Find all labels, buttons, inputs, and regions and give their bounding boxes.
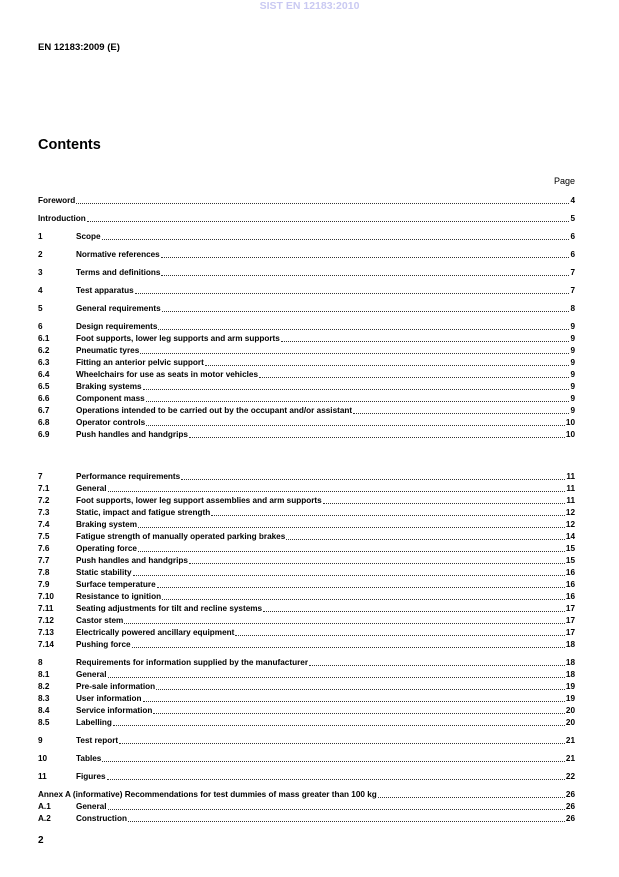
toc-entry-title: Braking systems [76, 382, 142, 391]
toc-entry-page: 9 [570, 406, 575, 415]
toc-entry-page: 18 [565, 670, 575, 679]
toc-entry[interactable] [38, 567, 575, 579]
toc-entry-number: 7.9 [38, 580, 50, 589]
toc-entry-title: General [76, 670, 107, 679]
toc-entry[interactable] [38, 705, 575, 717]
toc-entry-title: Normative references [76, 250, 160, 259]
dot-leader [143, 389, 570, 390]
toc-entry-title: User information [76, 694, 142, 703]
toc-entry-number: 7.6 [38, 544, 50, 553]
toc-entry[interactable] [38, 333, 575, 345]
dot-leader [205, 365, 570, 366]
toc-entry-number: 6.8 [38, 418, 50, 427]
toc-entry-number: 6.1 [38, 334, 50, 343]
toc-entry-title: Operations intended to be carried out by the occupant and/or assistant [76, 406, 353, 415]
page-title: Contents [38, 137, 101, 153]
toc-entry-title: Push handles and handgrips [76, 556, 188, 565]
toc-entry-title: Operating force [76, 544, 137, 553]
toc-entry[interactable] [38, 531, 575, 543]
toc-entry-title: Pre-sale information [76, 682, 156, 691]
toc-entry-page: 11 [566, 472, 575, 481]
toc-entry-title: General [76, 484, 107, 493]
dot-leader [323, 503, 566, 504]
dot-leader [158, 329, 569, 330]
toc-entry-title: Labelling [76, 718, 112, 727]
watermark: SIST EN 12183:2010 [259, 0, 360, 12]
toc-entry-number: 7.1 [38, 484, 50, 493]
toc-entry-page: 14 [565, 532, 575, 541]
toc-entry-number: A.1 [38, 802, 51, 811]
toc-entry[interactable] [38, 591, 575, 603]
toc-entry-page: 9 [570, 334, 575, 343]
toc-entry-page: 20 [565, 718, 575, 727]
toc-entry-title: General [76, 802, 107, 811]
toc-entry-number: 3 [38, 268, 43, 277]
toc-entry-title: Push handles and handgrips [76, 430, 188, 439]
dot-leader [189, 563, 565, 564]
toc-entry-page: 12 [565, 520, 575, 529]
toc-entry[interactable] [38, 717, 575, 729]
toc-entry-page: 26 [565, 790, 575, 799]
toc-entry-page: 10 [565, 418, 575, 427]
toc-entry-page: 17 [565, 628, 575, 637]
toc-entry-number: 2 [38, 250, 43, 259]
toc-entry-page: 9 [570, 346, 575, 355]
toc-entry-page: 22 [565, 772, 575, 781]
dot-leader [286, 539, 565, 540]
dot-leader [161, 275, 569, 276]
toc-entry[interactable] [38, 285, 575, 297]
dot-leader [87, 221, 570, 222]
table-of-contents [38, 195, 575, 825]
dot-leader [157, 587, 565, 588]
toc-entry-number: 5 [38, 304, 43, 313]
toc-entry-number: 7.7 [38, 556, 50, 565]
toc-entry-page: 17 [565, 616, 575, 625]
toc-entry-number: 4 [38, 286, 43, 295]
toc-entry[interactable] [38, 771, 575, 783]
toc-entry-page: 6 [570, 250, 575, 259]
toc-entry[interactable] [38, 669, 575, 681]
toc-entry-page: 15 [565, 544, 575, 553]
toc-entry-page: 16 [565, 592, 575, 601]
dot-leader [108, 677, 565, 678]
dot-leader [211, 515, 565, 516]
toc-entry-title: Fitting an anterior pelvic support [76, 358, 204, 367]
toc-entry-title: Figures [76, 772, 106, 781]
dot-leader [119, 743, 565, 744]
dot-leader [309, 665, 565, 666]
toc-entry-title: Foreword [38, 196, 76, 205]
toc-entry-title: Pushing force [76, 640, 131, 649]
toc-entry[interactable] [38, 471, 575, 483]
toc-entry-number: 8.4 [38, 706, 50, 715]
toc-entry-page: 9 [570, 370, 575, 379]
toc-entry-number: 7.10 [38, 592, 54, 601]
toc-entry-page: 19 [565, 682, 575, 691]
toc-entry[interactable] [38, 789, 575, 801]
toc-entry-page: 8 [570, 304, 575, 313]
toc-entry[interactable] [38, 519, 575, 531]
dot-leader [128, 821, 565, 822]
toc-entry-title: Performance requirements [76, 472, 181, 481]
dot-leader [353, 413, 569, 414]
toc-entry-number: 11 [38, 772, 47, 781]
toc-entry-number: 7.3 [38, 508, 50, 517]
toc-entry-page: 4 [570, 196, 575, 205]
toc-entry[interactable] [38, 231, 575, 243]
toc-entry[interactable] [38, 303, 575, 315]
toc-entry-number: 9 [38, 736, 43, 745]
toc-entry-title: Fatigue strength of manually operated parking brakes [76, 532, 286, 541]
toc-entry-number: 6.4 [38, 370, 50, 379]
dot-leader [138, 527, 565, 528]
dot-leader [135, 293, 570, 294]
toc-entry-number: 8.1 [38, 670, 50, 679]
toc-entry-title: Static, impact and fatigue strength [76, 508, 211, 517]
toc-entry[interactable] [38, 627, 575, 639]
dot-leader [378, 797, 565, 798]
toc-entry[interactable] [38, 483, 575, 495]
toc-entry-title: Electrically powered ancillary equipment [76, 628, 235, 637]
toc-entry[interactable] [38, 801, 575, 813]
dot-leader [162, 599, 565, 600]
toc-entry[interactable] [38, 693, 575, 705]
dot-leader [108, 809, 565, 810]
dot-leader [153, 713, 564, 714]
toc-entry[interactable] [38, 615, 575, 627]
toc-entry[interactable] [38, 369, 575, 381]
toc-entry-number: A.2 [38, 814, 51, 823]
toc-entry-page: 16 [565, 580, 575, 589]
toc-entry[interactable] [38, 417, 575, 429]
toc-entry[interactable] [38, 579, 575, 591]
toc-entry-title: Foot supports, lower leg supports and arm supports [76, 334, 280, 343]
page-column-label: Page [553, 176, 575, 186]
toc-entry-title: Terms and definitions [76, 268, 161, 277]
toc-entry-page: 18 [565, 658, 575, 667]
toc-entry-page: 11 [566, 496, 575, 505]
toc-entry-number: 6.2 [38, 346, 50, 355]
toc-entry-title: Service information [76, 706, 153, 715]
toc-entry-title: Design requirements [76, 322, 158, 331]
dot-leader [259, 377, 569, 378]
dot-leader [263, 611, 565, 612]
dot-leader [107, 779, 565, 780]
toc-entry-number: 8.2 [38, 682, 50, 691]
toc-entry-title: Operator controls [76, 418, 146, 427]
toc-entry[interactable] [38, 321, 575, 333]
toc-entry[interactable] [38, 543, 575, 555]
toc-entry-title: Annex A (informative) Recommendations for test dummies of mass greater than 100 kg [38, 790, 377, 799]
toc-entry-title: Castor stem [76, 616, 124, 625]
toc-entry-number: 6.7 [38, 406, 50, 415]
toc-entry-number: 10 [38, 754, 48, 763]
dot-leader [143, 701, 565, 702]
toc-entry-number: 6.5 [38, 382, 50, 391]
toc-entry-page: 20 [565, 706, 575, 715]
dot-leader [146, 401, 570, 402]
toc-entry-title: Test apparatus [76, 286, 134, 295]
toc-entry-page: 19 [565, 694, 575, 703]
toc-entry[interactable] [38, 555, 575, 567]
toc-entry-page: 9 [570, 382, 575, 391]
toc-entry[interactable] [38, 603, 575, 615]
toc-entry-number: 6.3 [38, 358, 50, 367]
dot-leader [140, 353, 569, 354]
toc-entry[interactable] [38, 345, 575, 357]
toc-entry-title: General requirements [76, 304, 161, 313]
toc-entry-page: 5 [570, 214, 575, 223]
toc-entry-number: 7 [38, 472, 43, 481]
toc-entry-title: Surface temperature [76, 580, 156, 589]
dot-leader [133, 575, 565, 576]
toc-entry-title: Resistance to ignition [76, 592, 162, 601]
toc-entry[interactable] [38, 267, 575, 279]
toc-entry-page: 18 [565, 640, 575, 649]
toc-entry-page: 9 [570, 394, 575, 403]
page-number: 2 [38, 835, 44, 846]
toc-entry[interactable] [38, 213, 575, 225]
toc-entry-page: 26 [565, 814, 575, 823]
toc-entry-title: Requirements for information supplied by the manufacturer [76, 658, 309, 667]
document-header: EN 12183:2009 (E) [38, 42, 120, 53]
dot-leader [102, 761, 565, 762]
toc-entry[interactable] [38, 657, 575, 669]
toc-entry-title: Braking system [76, 520, 137, 529]
dot-leader [161, 257, 570, 258]
dot-leader [235, 635, 565, 636]
dot-leader [102, 239, 570, 240]
dot-leader [162, 311, 570, 312]
toc-entry-number: 8.5 [38, 718, 50, 727]
toc-entry-page: 10 [565, 430, 575, 439]
toc-entry-page: 7 [570, 268, 575, 277]
dot-leader [124, 623, 565, 624]
toc-entry-page: 15 [565, 556, 575, 565]
toc-entry-title: Scope [76, 232, 101, 241]
toc-entry[interactable] [38, 813, 575, 825]
toc-entry-title: Component mass [76, 394, 145, 403]
toc-entry[interactable] [38, 507, 575, 519]
toc-entry[interactable] [38, 393, 575, 405]
toc-entry-number: 7.13 [38, 628, 54, 637]
toc-entry-page: 16 [565, 568, 575, 577]
dot-leader [181, 479, 565, 480]
toc-entry-title: Static stability [76, 568, 132, 577]
toc-entry[interactable] [38, 735, 575, 747]
toc-entry-number: 1 [38, 232, 43, 241]
dot-leader [132, 647, 565, 648]
toc-entry-title: Tables [76, 754, 102, 763]
toc-entry-title: Pneumatic tyres [76, 346, 140, 355]
toc-entry[interactable] [38, 753, 575, 765]
toc-entry[interactable] [38, 639, 575, 651]
toc-entry-number: 6.9 [38, 430, 50, 439]
toc-entry-page: 9 [570, 358, 575, 367]
toc-entry-number: 6.6 [38, 394, 50, 403]
toc-entry-number: 7.14 [38, 640, 54, 649]
toc-entry-page: 21 [565, 736, 575, 745]
toc-entry-number: 7.8 [38, 568, 50, 577]
toc-entry-title: Test report [76, 736, 119, 745]
toc-entry[interactable] [38, 681, 575, 693]
toc-entry-page: 17 [565, 604, 575, 613]
dot-leader [281, 341, 570, 342]
toc-entry[interactable] [38, 429, 575, 441]
toc-entry-title: Introduction [38, 214, 86, 223]
toc-entry-number: 7.5 [38, 532, 50, 541]
toc-entry-page: 21 [565, 754, 575, 763]
toc-entry-page: 11 [566, 484, 575, 493]
toc-entry[interactable] [38, 495, 575, 507]
toc-entry-number: 8.3 [38, 694, 50, 703]
toc-entry-page: 7 [570, 286, 575, 295]
toc-entry-page: 6 [570, 232, 575, 241]
toc-entry-number: 8 [38, 658, 43, 667]
toc-entry[interactable] [38, 405, 575, 417]
toc-entry[interactable] [38, 381, 575, 393]
toc-entry-page: 12 [565, 508, 575, 517]
toc-entry-number: 7.12 [38, 616, 54, 625]
toc-entry[interactable] [38, 357, 575, 369]
toc-entry-number: 7.2 [38, 496, 50, 505]
toc-entry-number: 7.11 [38, 604, 54, 613]
dot-leader [113, 725, 565, 726]
toc-entry-page: 26 [565, 802, 575, 811]
dot-leader [108, 491, 566, 492]
dot-leader [146, 425, 565, 426]
toc-entry[interactable] [38, 195, 575, 207]
dot-leader [156, 689, 565, 690]
toc-entry-title: Wheelchairs for use as seats in motor vehicles [76, 370, 259, 379]
toc-entry-title: Construction [76, 814, 127, 823]
dot-leader [189, 437, 565, 438]
toc-entry-number: 7.4 [38, 520, 50, 529]
toc-entry-number: 6 [38, 322, 43, 331]
toc-entry-title: Foot supports, lower leg support assemblies and arm supports [76, 496, 322, 505]
dot-leader [76, 203, 569, 204]
dot-leader [138, 551, 565, 552]
toc-entry-page: 9 [570, 322, 575, 331]
toc-entry[interactable] [38, 249, 575, 261]
toc-entry-title: Seating adjustments for tilt and recline systems [76, 604, 263, 613]
